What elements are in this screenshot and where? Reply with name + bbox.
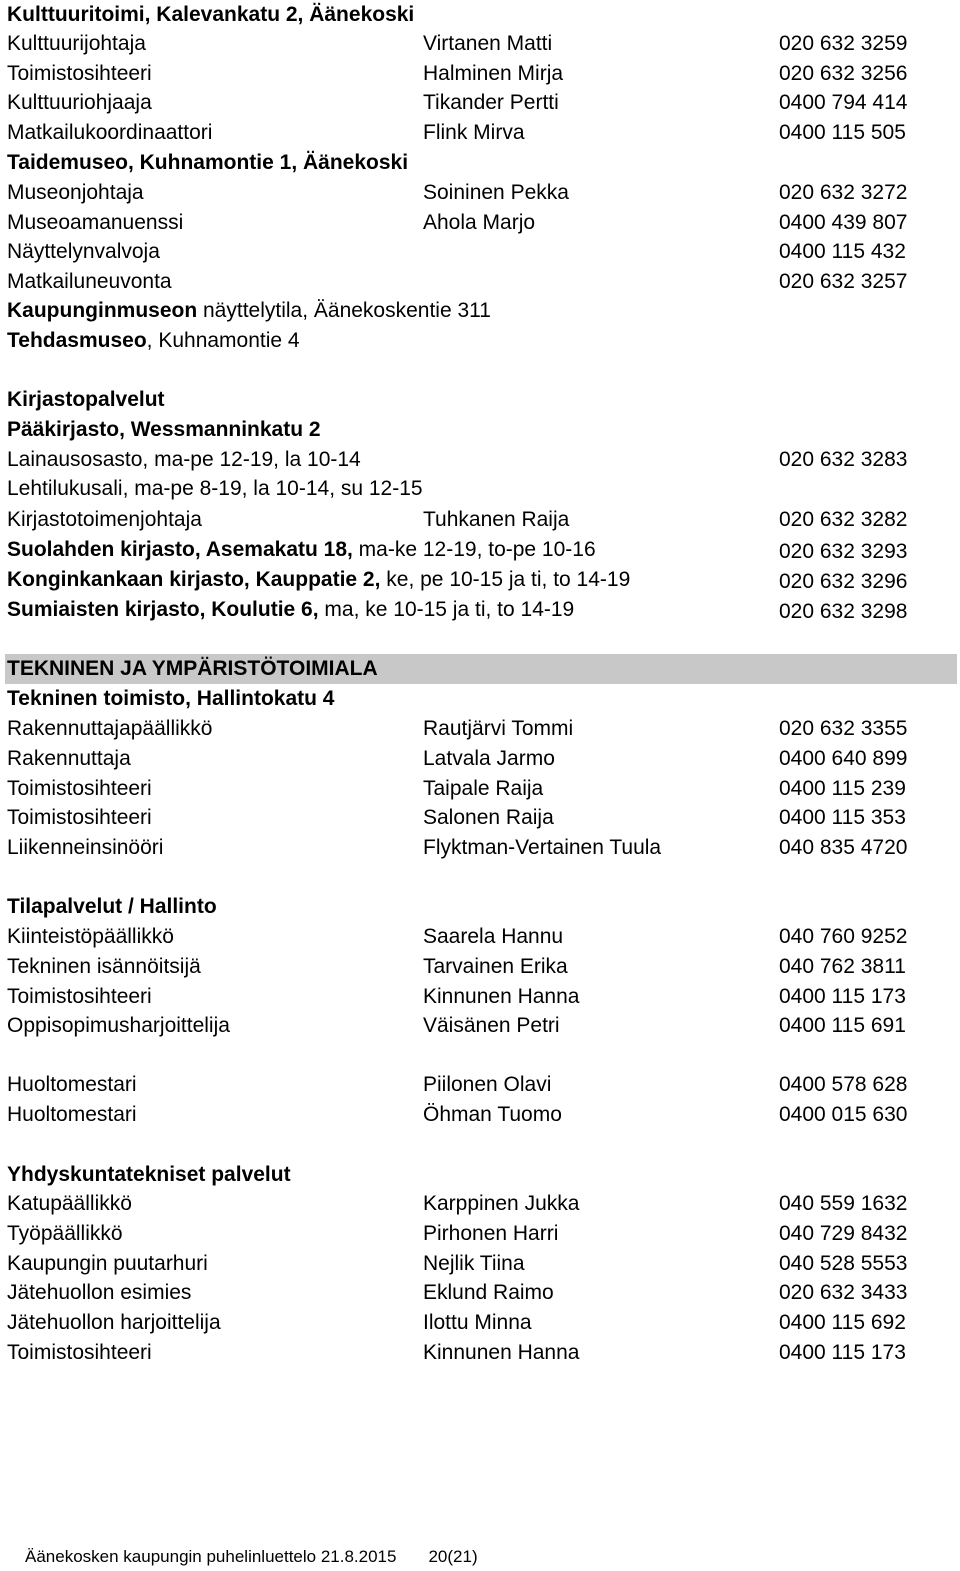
row-name: Ahola Marjo: [423, 210, 536, 234]
branch-name-address: Sumiaisten kirjasto, Koulutie 6,: [7, 597, 319, 621]
row-phone: 020 632 3282: [779, 508, 908, 531]
row-phone: 0400 115 505: [779, 121, 906, 145]
row-phone: 040 528 5553: [779, 1251, 908, 1275]
row-name: Eklund Raimo: [423, 1281, 554, 1305]
directory-row: [7, 1249, 957, 1279]
row-title: Matkailuneuvonta: [7, 270, 172, 294]
row-title: Liikenneinsinööri: [7, 836, 164, 860]
row-title: Huoltomestari: [7, 1103, 137, 1126]
row-name: Kinnunen Hanna: [423, 984, 580, 1008]
branch-info: [7, 565, 630, 595]
branch-hours: ma-ke 12-19, to-pe 10-16: [352, 538, 596, 561]
row-phone: 040 559 1632: [779, 1192, 908, 1215]
directory-row: [7, 208, 957, 238]
page-footer: [25, 1546, 478, 1568]
branch-name-address: Suolahden kirjasto, Asemakatu 18,: [7, 538, 353, 561]
lending-row: [7, 445, 957, 475]
directory-row: [7, 803, 957, 833]
row-name: Nejlik Tiina: [423, 1251, 525, 1275]
row-name: Piilonen Olavi: [423, 1073, 552, 1096]
row-name: Väisänen Petri: [423, 1014, 560, 1038]
section-heading-library: Kirjastopalvelut: [7, 388, 165, 411]
directory-row: [7, 267, 957, 297]
row-title: Kulttuurijohtaja: [7, 32, 146, 55]
row-title: Tekninen isännöitsijä: [7, 954, 201, 978]
directory-row: [7, 1189, 957, 1219]
row-title: Kaupungin puutarhuri: [7, 1251, 208, 1275]
city-museum-name: Kaupunginmuseon: [7, 299, 198, 322]
section-heading-culture-office: Kulttuuritoimi, Kalevankatu 2, Äänekoski: [7, 3, 415, 26]
row-title: Jätehuollon harjoittelija: [7, 1311, 221, 1335]
directory-row: [7, 1100, 957, 1130]
row-phone: 0400 115 353: [779, 806, 906, 830]
row-name: Tikander Pertti: [423, 91, 559, 115]
row-phone: 0400 794 414: [779, 91, 908, 115]
branch-info: [7, 595, 574, 625]
row-phone: 020 632 3259: [779, 32, 908, 55]
municipal-heading: Yhdyskuntatekniset palvelut: [7, 1163, 291, 1186]
row-name: Rautjärvi Tommi: [423, 717, 574, 740]
technical-office-heading: Tekninen toimisto, Hallintokatu 4: [7, 687, 335, 710]
row-phone: 020 632 3272: [779, 181, 908, 204]
row-phone: 0400 115 691: [779, 1014, 906, 1038]
row-phone: 0400 115 173: [779, 984, 906, 1008]
directory-row: [7, 59, 957, 89]
directory-row: [7, 1278, 957, 1308]
directory-row: [7, 1308, 957, 1338]
directory-row: [7, 178, 957, 208]
row-name: Latvala Jarmo: [423, 746, 555, 770]
row-title: Kiinteistöpäällikkö: [7, 925, 174, 948]
row-title: Matkailukoordinaattori: [7, 121, 213, 145]
library-branch-row: [7, 535, 957, 565]
row-title: Toimistosihteeri: [7, 1341, 152, 1364]
row-phone: 040 762 3811: [779, 954, 906, 978]
directory-row: [7, 982, 957, 1012]
row-name: Flyktman-Vertainen Tuula: [423, 836, 662, 860]
row-phone: 020 632 3257: [779, 270, 908, 294]
directory-row: [7, 833, 957, 863]
directory-row: [7, 88, 957, 118]
row-phone: 020 632 3256: [779, 61, 908, 85]
row-title: Katupäällikkö: [7, 1192, 132, 1215]
branch-phone: 020 632 3298: [779, 599, 908, 623]
row-title: Museonjohtaja: [7, 181, 144, 204]
footer-page-number: 20(21): [428, 1547, 478, 1566]
branch-name-address: Konginkankaan kirjasto, Kauppatie 2,: [7, 567, 381, 591]
row-title: Rakennuttajapäällikkö: [7, 717, 213, 740]
row-name: Tarvainen Erika: [423, 954, 568, 978]
row-phone: 020 632 3433: [779, 1281, 908, 1305]
branch-hours: ke, pe 10-15 ja ti, to 14-19: [380, 567, 631, 591]
row-phone: 0400 115 239: [779, 776, 906, 800]
lending-phone: 020 632 3283: [779, 448, 908, 471]
row-phone: 040 729 8432: [779, 1221, 908, 1245]
row-name: Halminen Mirja: [423, 61, 564, 85]
row-title: Toimistosihteeri: [7, 61, 152, 85]
row-phone: 0400 115 692: [779, 1311, 906, 1335]
branch-info: [7, 535, 596, 565]
directory-row: [7, 744, 957, 774]
city-museum-address: näyttelytila, Äänekoskentie 311: [197, 299, 491, 322]
row-title: Toimistosihteeri: [7, 776, 152, 800]
row-phone: 0400 015 630: [779, 1103, 908, 1126]
directory-row: [7, 1011, 957, 1041]
branch-phone: 020 632 3296: [779, 569, 908, 593]
directory-row: [7, 237, 957, 267]
row-name: Saarela Hannu: [423, 925, 564, 948]
directory-row: [7, 1338, 957, 1368]
library-branch-row: [7, 595, 957, 625]
directory-row: [7, 714, 957, 744]
row-name: Salonen Raija: [423, 806, 554, 830]
row-name: Öhman Tuomo: [423, 1103, 562, 1126]
row-title: Kirjastotoimenjohtaja: [7, 508, 202, 531]
reading-room-row: Lehtilukusali, ma-pe 8-19, la 10-14, su 12-15: [7, 477, 423, 500]
row-title: Huoltomestari: [7, 1073, 137, 1096]
row-phone: 0400 439 807: [779, 210, 908, 234]
branch-hours: ma, ke 10-15 ja ti, to 14-19: [318, 597, 575, 621]
row-name: Soininen Pekka: [423, 181, 569, 204]
row-phone: 0400 115 173: [779, 1341, 906, 1364]
directory-row: [7, 29, 957, 59]
row-name: Flink Mirva: [423, 121, 525, 145]
row-title: Toimistosihteeri: [7, 806, 152, 830]
factory-museum-address: , Kuhnamontie 4: [146, 329, 300, 352]
row-title: Rakennuttaja: [7, 746, 131, 770]
row-phone: 040 760 9252: [779, 925, 908, 948]
row-phone: 020 632 3355: [779, 717, 908, 740]
row-name: Virtanen Matti: [423, 32, 553, 55]
row-title: Jätehuollon esimies: [7, 1281, 192, 1305]
row-title: Museoamanuenssi: [7, 210, 184, 234]
row-name: Tuhkanen Raija: [423, 508, 570, 531]
factory-museum-line: [7, 326, 957, 356]
city-museum-line: [7, 296, 957, 326]
directory-row: [7, 1219, 957, 1249]
footer-document-title: Äänekosken kaupungin puhelinluettelo 21.8.2015: [25, 1547, 397, 1566]
main-library-heading: Pääkirjasto, Wessmanninkatu 2: [7, 418, 321, 441]
row-phone: 0400 115 432: [779, 240, 906, 264]
facilities-heading: Tilapalvelut / Hallinto: [7, 895, 217, 918]
row-title: Oppisopimusharjoittelija: [7, 1014, 230, 1038]
row-name: Taipale Raija: [423, 776, 544, 800]
row-title: Työpäällikkö: [7, 1221, 123, 1245]
row-name: Ilottu Minna: [423, 1311, 532, 1335]
row-phone: 040 835 4720: [779, 836, 908, 860]
branch-phone: 020 632 3293: [779, 540, 908, 563]
row-title: Toimistosihteeri: [7, 984, 152, 1008]
library-branch-row: [7, 565, 957, 595]
directory-row: [7, 774, 957, 804]
row-phone: 0400 640 899: [779, 746, 908, 770]
factory-museum-name: Tehdasmuseo: [7, 329, 147, 352]
row-title: Näyttelynvalvoja: [7, 240, 160, 264]
department-heading: TEKNINEN JA YMPÄRISTÖTOIMIALA: [7, 657, 378, 680]
directory-row: [7, 1070, 957, 1100]
row-name: Karppinen Jukka: [423, 1192, 580, 1215]
library-director-row: [7, 505, 957, 535]
directory-row: [7, 922, 957, 952]
directory-row: [7, 118, 957, 148]
row-title: Kulttuuriohjaaja: [7, 91, 152, 115]
section-heading-art-museum: Taidemuseo, Kuhnamontie 1, Äänekoski: [7, 151, 409, 174]
lending-hours: Lainausosasto, ma-pe 12-19, la 10-14: [7, 448, 361, 471]
row-name: Kinnunen Hanna: [423, 1341, 580, 1364]
directory-row: [7, 952, 957, 982]
row-phone: 0400 578 628: [779, 1073, 908, 1096]
row-name: Pirhonen Harri: [423, 1221, 559, 1245]
